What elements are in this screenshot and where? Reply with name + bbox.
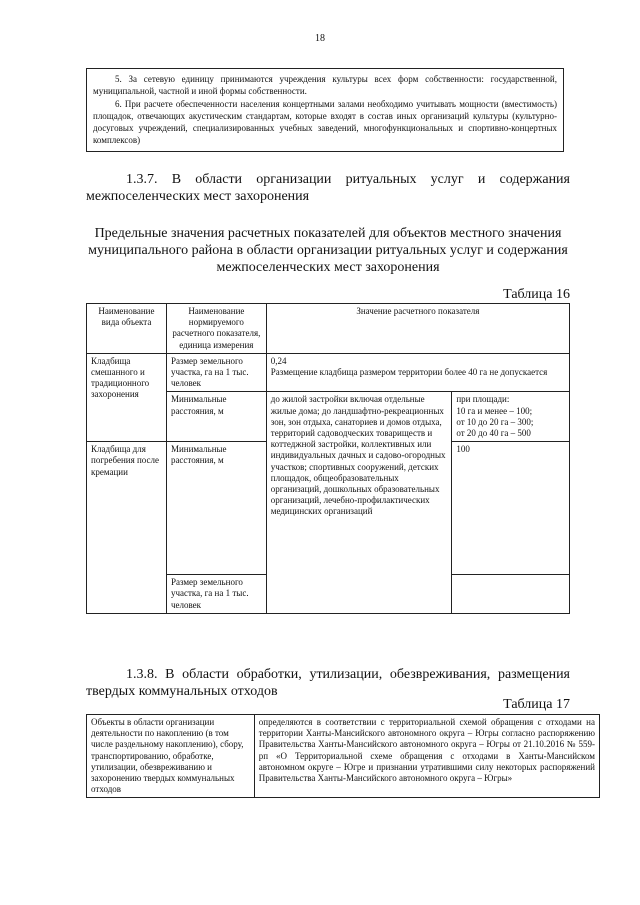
table-row bbox=[87, 715, 600, 798]
header-object: Наименование вида объекта bbox=[87, 304, 167, 354]
object-mixed-cemetery: Кладбища смешанного и традиционного захоронения bbox=[87, 353, 167, 441]
indicator-distance: Минимальные расстояния, м bbox=[166, 442, 266, 575]
page-number: 18 bbox=[315, 33, 325, 44]
indicator-distance: Минимальные расстояния, м bbox=[166, 392, 266, 442]
waste-regulation: определяются в соответствии с территориальной схемой обращения с отходами на территории Ханты-Мансийского автономного округа – Югры согласно распоряжению Правительства Ханты-Мансийского автономного округа – Югры от 21.10.2016 № 559-рп «О Территориальной схеме обращения с отходами в Ханты-Мансийском автономном округе – Югре и признании утратившими силу некоторых распоряжений Правительства Ханты-Мансийского автономного округа – Югры» bbox=[254, 715, 599, 798]
distance-objects: до жилой застройки включая отдельные жилые дома; до ландшафтно-рекреационных зон, зон отдыха, санаториев и домов отдыха, территорий садоводческих товариществ и коттеджной застройки, коллективных или индивидуальных дачных и садово-огородных участков; спортивных сооружений, детских площадок, общеобразовательных организаций, дошкольных образовательных организаций, лечебно-профилактических медицинских организаций bbox=[266, 392, 452, 613]
table-16-title: Предельные значения расчетных показателей для объектов местного значения муниципального района в области организации ритуальных услуг и содержания межпоселенческих мест захоронения bbox=[88, 226, 568, 275]
table-row bbox=[87, 353, 570, 392]
value-area-note: Размещение кладбища размером территории более 40 га не допускается bbox=[270, 367, 548, 378]
section-heading-1-3-7: 1.3.7. В области организации ритуальных услуг и содержания межпоселенческих мест захоронения bbox=[86, 172, 570, 204]
distance-value-line: от 20 до 40 га – 500 bbox=[456, 428, 531, 439]
object-cremation-cemetery: Кладбища для погребения после кремации bbox=[87, 442, 167, 614]
table-17 bbox=[86, 714, 600, 798]
waste-objects: Объекты в области организации деятельности по накоплению (в том числе раздельному накоплению), сбору, транспортированию, обработке, утилизации, обезвреживанию и захоронению твердых коммунальных отходов bbox=[87, 715, 255, 798]
indicator-area: Размер земельного участка, га на 1 тыс. человек bbox=[166, 575, 266, 614]
note-6: 6. При расчете обеспеченности населения концертными залами необходимо учитывать мощности (вместимость) площадок, отвечающих акустическим стандартам, которые входят в состав иных организаций культуры (культурно-досуговых учреждений, специализированных учебных заведений, многофункциональных и спортивно-концертных комплексов) bbox=[93, 98, 557, 146]
header-indicator: Наименование нормируемого расчетного показателя, единица измерения bbox=[166, 304, 266, 354]
distance-value-line: 10 га и менее – 100; bbox=[456, 405, 533, 416]
notes-box bbox=[86, 68, 564, 152]
distance-value-line: от 10 до 20 га – 300; bbox=[456, 416, 534, 427]
distance-value-line: при площади: bbox=[456, 394, 510, 405]
note-5: 5. За сетевую единицу принимаются учреждения культуры всех форм собственности: государственной, муниципальной, частной и иной формы собственности. bbox=[93, 74, 557, 97]
table-17-label: Таблица 17 bbox=[503, 697, 570, 712]
indicator-area: Размер земельного участка, га на 1 тыс. человек bbox=[166, 353, 266, 392]
section-heading-1-3-8: 1.3.8. В области обработки, утилизации, обезвреживания, размещения твердых коммунальных отходов bbox=[86, 667, 570, 699]
table-row bbox=[87, 304, 570, 354]
distance-values bbox=[452, 392, 570, 442]
empty-cell bbox=[452, 575, 570, 614]
table-16-label: Таблица 16 bbox=[503, 287, 570, 302]
header-value: Значение расчетного показателя bbox=[266, 304, 569, 354]
value-area bbox=[266, 353, 569, 392]
distance-value: 100 bbox=[452, 442, 570, 575]
value-area-number: 0,24 bbox=[270, 355, 287, 366]
table-16 bbox=[86, 303, 570, 614]
